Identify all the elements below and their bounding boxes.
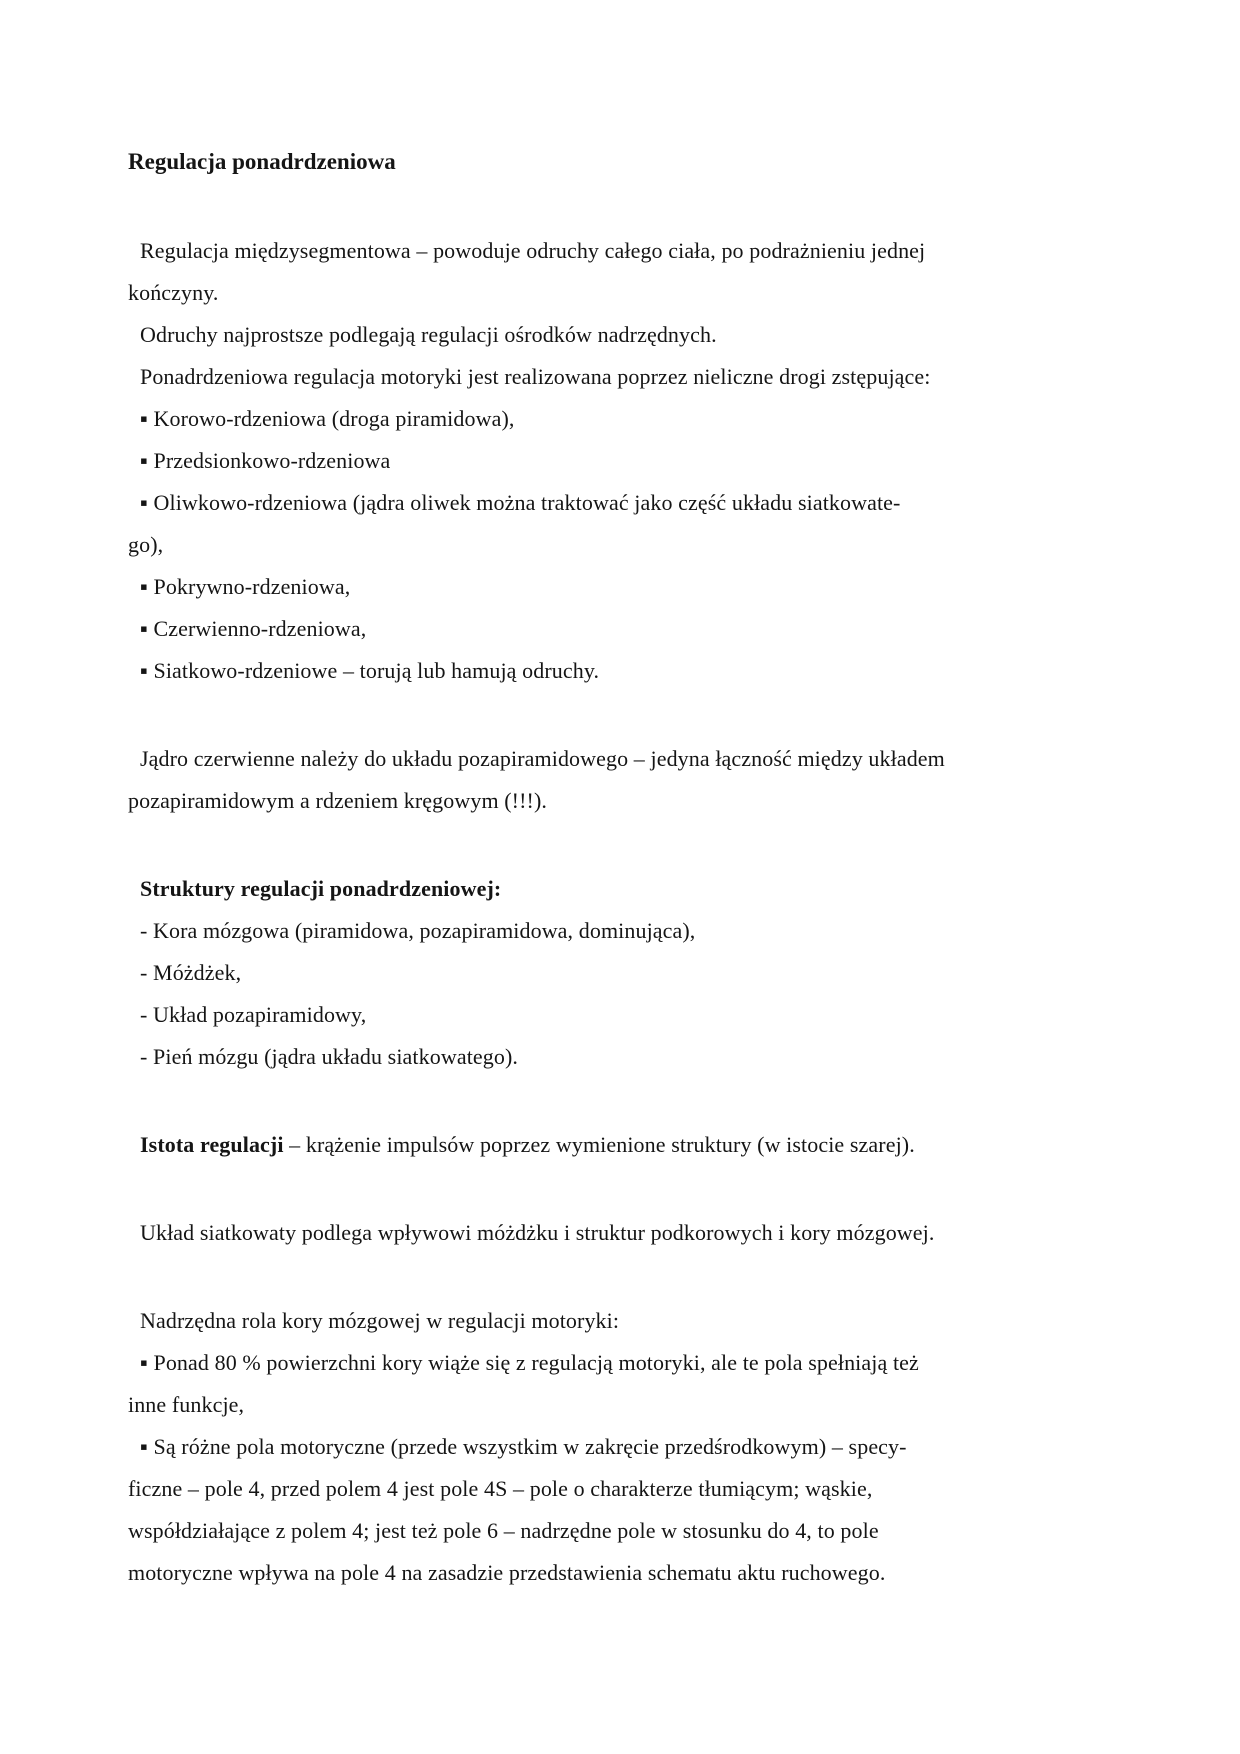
intro-line-2: kończyny. bbox=[128, 280, 219, 305]
red-nucleus-line-1: Jądro czerwienne należy do układu pozapiramidowego – jedyna łączność między układem bbox=[140, 746, 945, 771]
paragraph-spacer bbox=[128, 1254, 1120, 1300]
tract-item-continuation: go), bbox=[128, 532, 164, 557]
cortex-role-line-continuation: motoryczne wpływa na pole 4 na zasadzie przedstawienia schematu aktu ruchowego. bbox=[128, 1560, 886, 1585]
structures-heading: Struktury regulacji ponadrdzeniowej: bbox=[140, 876, 502, 901]
tract-item: ▪ Przedsionkowo-rdzeniowa bbox=[140, 448, 391, 473]
paragraph-spacer bbox=[128, 1078, 1120, 1124]
tract-item: ▪ Korowo-rdzeniowa (droga piramidowa), bbox=[140, 406, 515, 431]
paragraph-spacer bbox=[128, 1166, 1120, 1212]
intro-line-3: Odruchy najprostsze podlegają regulacji ośrodków nadrzędnych. bbox=[140, 322, 717, 347]
cortex-role-line: ▪ Są różne pola motoryczne (przede wszystkim w zakręcie przedśrodkowym) – specy- bbox=[140, 1434, 907, 1459]
cortex-role-line-continuation: inne funkcje, bbox=[128, 1392, 245, 1417]
page-title: Regulacja ponadrdzeniowa bbox=[128, 149, 396, 174]
cortex-role-line: ▪ Ponad 80 % powierzchni kory wiąże się z regulacją motoryki, ale te pola spełniają też bbox=[140, 1350, 919, 1375]
tract-item: ▪ Pokrywno-rdzeniowa, bbox=[140, 574, 351, 599]
tract-item: ▪ Czerwienno-rdzeniowa, bbox=[140, 616, 367, 641]
cortex-role-line-continuation: ficzne – pole 4, przed polem 4 jest pole 4S – pole o charakterze tłumiącym; wąskie, bbox=[128, 1476, 873, 1501]
paragraph-spacer bbox=[128, 822, 1120, 868]
intro-line-4: Ponadrdzeniowa regulacja motoryki jest realizowana poprzez nieliczne drogi zstępujące: bbox=[140, 364, 931, 389]
structure-item: - Pień mózgu (jądra układu siatkowatego). bbox=[140, 1044, 518, 1069]
paragraph-spacer bbox=[128, 184, 1120, 230]
paragraph-spacer bbox=[128, 692, 1120, 738]
structure-item: - Kora mózgowa (piramidowa, pozapiramidowa, dominująca), bbox=[140, 918, 696, 943]
cortex-role-heading: Nadrzędna rola kory mózgowej w regulacji motoryki: bbox=[140, 1308, 620, 1333]
intro-line-1: Regulacja międzysegmentowa – powoduje odruchy całego ciała, po podrażnieniu jednej bbox=[140, 238, 926, 263]
cortex-role-line-continuation: współdziałające z polem 4; jest też pole 6 – nadrzędne pole w stosunku do 4, to pole bbox=[128, 1518, 879, 1543]
essence-line bbox=[128, 1124, 1120, 1166]
essence-lead: Istota regulacji bbox=[140, 1132, 284, 1157]
reticular-line: Układ siatkowaty podlega wpływowi móżdżku i struktur podkorowych i kory mózgowej. bbox=[140, 1220, 935, 1245]
tract-item: ▪ Oliwkowo-rdzeniowa (jądra oliwek można traktować jako część układu siatkowate- bbox=[140, 490, 901, 515]
structure-item: - Móżdżek, bbox=[140, 960, 242, 985]
structure-item: - Układ pozapiramidowy, bbox=[140, 1002, 367, 1027]
essence-rest: – krążenie impulsów poprzez wymienione struktury (w istocie szarej). bbox=[283, 1132, 915, 1157]
red-nucleus-line-2: pozapiramidowym a rdzeniem kręgowym (!!!). bbox=[128, 788, 547, 813]
tract-item: ▪ Siatkowo-rdzeniowe – torują lub hamują odruchy. bbox=[140, 658, 600, 683]
document-content bbox=[128, 140, 1120, 1594]
